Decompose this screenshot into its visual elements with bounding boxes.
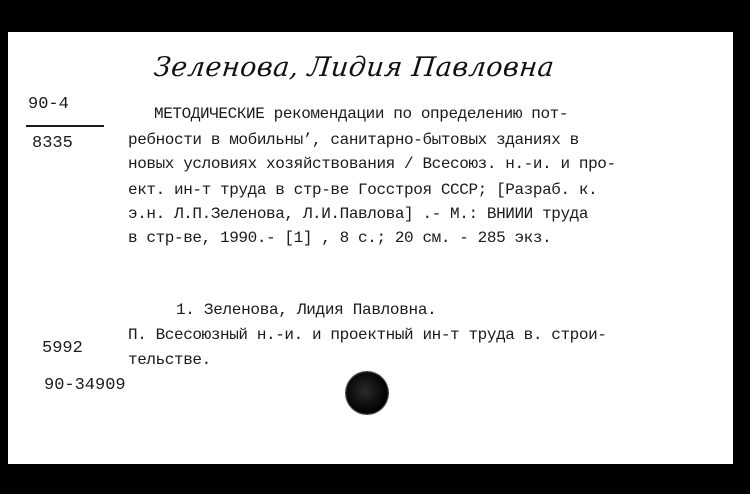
punch-hole: [346, 372, 388, 414]
body-line: ребности в мобильны’, санитарно-бытовых зданиях в: [128, 131, 579, 149]
subject-line: тельстве.: [128, 351, 211, 369]
body-line: новых условиях хозяйствования / Всесоюз. н.-и. и про-: [128, 155, 616, 173]
tracing-entry: 1. Зеленова, Лидия Павловна.: [176, 301, 437, 319]
body-line: в стр-ве, 1990.- [1] , 8 с.; 20 см. - 285 экз.: [128, 229, 552, 247]
call-number-divider: [26, 125, 104, 127]
call-number-bottom: 8335: [32, 134, 73, 153]
card-heading-handwritten: Зеленова, Лидия Павловна: [152, 52, 556, 83]
accession-number: 90-34909: [44, 376, 126, 395]
body-line: ект. ин-т труда в стр-ве Госстроя СССР; [Разраб. к.: [128, 181, 598, 199]
catalog-number: 5992: [42, 339, 83, 358]
body-line: э.н. Л.П.Зеленова, Л.И.Павлова] .- М.: ВНИИИ труда: [128, 205, 589, 223]
subject-line: П. Всесоюзный н.-и. и проектный ин-т труда в. строи-: [128, 326, 607, 344]
body-line: МЕТОДИЧЕСКИЕ рекомендации по определению пот-: [154, 105, 569, 123]
catalog-card: [8, 32, 733, 464]
call-number-top: 90-4: [28, 95, 69, 114]
